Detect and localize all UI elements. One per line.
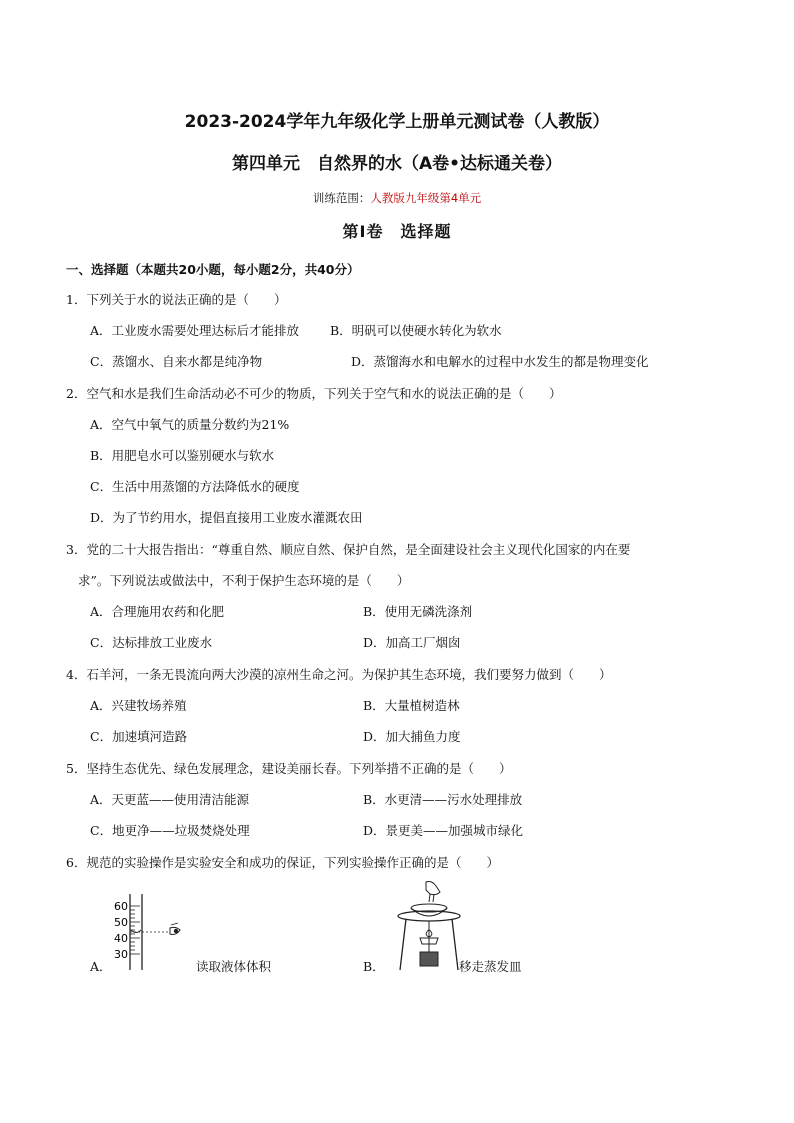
eye-icon xyxy=(170,923,180,935)
question-3-stem-cont: 求”。下列说法或做法中，不利于保护生态环境的是（ ） xyxy=(78,573,410,588)
hand-icon xyxy=(426,882,440,903)
question-4-option-a: A．兴建牧场养殖 xyxy=(90,698,187,713)
training-scope xyxy=(0,190,794,206)
question-1-option-a: A．工业废水需要处理达标后才能排放 xyxy=(90,323,300,338)
graduated-cylinder-figure xyxy=(108,890,188,972)
scale-label-50: 50 xyxy=(114,916,128,929)
scale-label-30: 30 xyxy=(114,948,128,961)
scale-label-60: 60 xyxy=(114,900,128,913)
question-5-option-d: D．景更美——加强城市绿化 xyxy=(363,823,524,838)
question-3-stem: 3．党的二十大报告指出：“尊重自然、顺应自然、保护自然，是全面建设社会主义现代化国家的内在要 xyxy=(66,542,631,557)
question-6-option-b: B． xyxy=(363,959,385,974)
question-6-caption-a: 读取液体体积 xyxy=(196,959,272,974)
part-title: 第Ⅰ卷 选择题 xyxy=(342,222,452,241)
question-2-option-d: D．为了节约用水，提倡直接用工业废水灌溉农田 xyxy=(90,510,363,525)
question-4-option-d: D．加大捕鱼力度 xyxy=(363,729,461,744)
scope-value: 人教版九年级第4单元 xyxy=(370,191,482,205)
scale-label-40: 40 xyxy=(114,932,128,945)
question-5-stem: 5．坚持生态优先、绿色发展理念，建设美丽长春。下列举措不正确的是（ ） xyxy=(66,761,512,776)
question-2-option-b: B．用肥皂水可以鉴别硬水与软水 xyxy=(90,448,275,463)
question-2-stem: 2．空气和水是我们生命活动必不可少的物质，下列关于空气和水的说法正确的是（ ） xyxy=(66,386,562,401)
question-1-stem: 1．下列关于水的说法正确的是（ ） xyxy=(66,292,287,307)
question-1-option-c: C．蒸馏水、自来水都是纯净物 xyxy=(90,354,263,369)
question-1-option-d: D．蒸馏海水和电解水的过程中水发生的都是物理变化 xyxy=(351,354,649,369)
unit-subtitle: 第四单元 自然界的水（A卷•达标通关卷） xyxy=(231,154,563,174)
question-3-option-d: D．加高工厂烟囱 xyxy=(363,635,461,650)
question-3-option-c: C．达标排放工业废水 xyxy=(90,635,213,650)
question-3-option-a: A．合理施用农药和化肥 xyxy=(90,604,225,619)
question-1-option-b: B．明矾可以使硬水转化为软水 xyxy=(330,323,502,338)
question-3-option-b: B．使用无磷洗涤剂 xyxy=(363,604,473,619)
question-2-option-a: A．空气中氧气的质量分数约为21% xyxy=(90,417,290,432)
evaporating-dish-figure xyxy=(396,878,462,972)
exam-title: 2023-2024学年九年级化学上册单元测试卷（人教版） xyxy=(184,112,610,132)
question-4-option-b: B．大量植树造林 xyxy=(363,698,460,713)
question-5-option-c: C．地更净——垃圾焚烧处理 xyxy=(90,823,250,838)
question-4-stem: 4．石羊河，一条无畏流向两大沙漠的凉州生命之河。为保护其生态环境，我们要努力做到（ ） xyxy=(66,667,612,682)
question-6-stem: 6．规范的实验操作是实验安全和成功的保证，下列实验操作正确的是（ ） xyxy=(66,855,499,870)
section-heading: 一、选择题（本题共20小题，每小题2分，共40分） xyxy=(66,262,360,277)
scope-label: 训练范围： xyxy=(312,191,371,205)
question-4-option-c: C．加速填河造路 xyxy=(90,729,188,744)
question-6-caption-b: 移走蒸发皿 xyxy=(459,959,522,974)
question-2-option-c: C．生活中用蒸馏的方法降低水的硬度 xyxy=(90,479,300,494)
question-6-option-a: A． xyxy=(90,959,112,974)
question-5-option-b: B．水更清——污水处理排放 xyxy=(363,792,523,807)
question-5-option-a: A．天更蓝——使用清洁能源 xyxy=(90,792,250,807)
